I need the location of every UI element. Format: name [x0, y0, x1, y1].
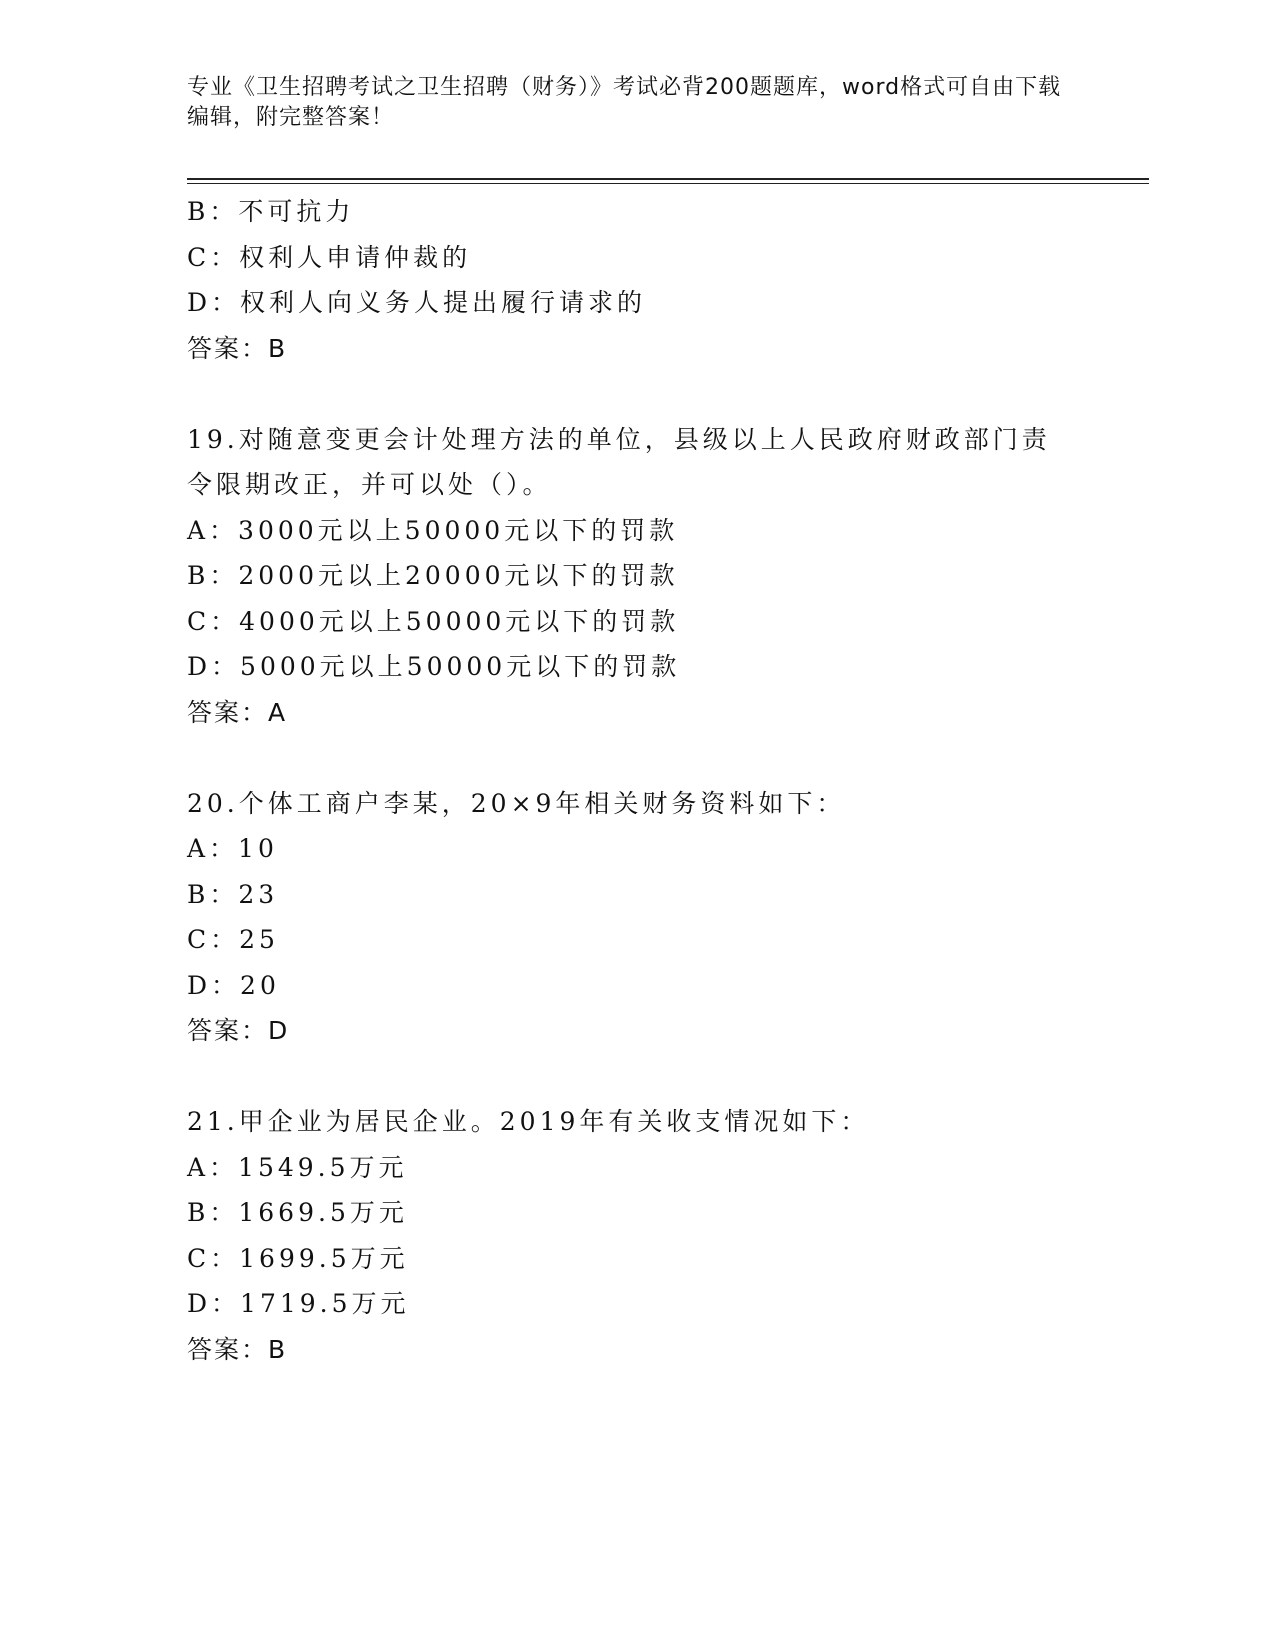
header-rule-thick [187, 178, 1149, 180]
document-content [187, 189, 1087, 1372]
question-18 [187, 189, 1087, 371]
question-text: 20.个体工商户李某，20×9年相关财务资料如下： [187, 788, 846, 818]
spacer [187, 371, 1087, 417]
answer: 答案：B [187, 1334, 288, 1364]
option-d: D：1719.5万元 [187, 1289, 410, 1318]
option-b: B：不可抗力 [187, 197, 355, 226]
answer: 答案：A [187, 697, 288, 727]
spacer [187, 735, 1087, 781]
question-text: 21.甲企业为居民企业。2019年有关收支情况如下： [187, 1107, 870, 1136]
option-c: C：4000元以上50000元以下的罚款 [187, 606, 680, 636]
option-c: C：25 [187, 925, 279, 954]
header-rule-thin [187, 183, 1149, 184]
question-20 [187, 781, 1087, 1054]
option-d: D：20 [187, 970, 280, 1000]
option-a: A：3000元以上50000元以下的罚款 [187, 515, 679, 545]
option-a: A：1549.5万元 [187, 1152, 408, 1182]
option-b: B：2000元以上20000元以下的罚款 [187, 561, 679, 590]
question-21 [187, 1099, 1087, 1372]
option-b: B：23 [187, 879, 279, 909]
document-header: 专业《卫生招聘考试之卫生招聘（财务）》考试必背200题题库，word格式可自由下载编辑，附完整答案！ [187, 75, 1062, 130]
spacer [187, 1054, 1087, 1100]
answer: 答案：B [187, 333, 288, 363]
question-19 [187, 417, 1087, 736]
option-b: B：1669.5万元 [187, 1198, 408, 1227]
option-d: D：权利人向义务人提出履行请求的 [187, 288, 647, 317]
answer: 答案：D [187, 1016, 290, 1045]
option-c: C：权利人申请仲裁的 [187, 242, 472, 272]
option-c: C：1699.5万元 [187, 1243, 409, 1273]
option-d: D：5000元以上50000元以下的罚款 [187, 652, 681, 681]
question-text: 19.对随意变更会计处理方法的单位，县级以上人民政府财政部门责令限期改正，并可以处（）。 [187, 424, 1051, 499]
option-a: A：10 [187, 834, 278, 863]
